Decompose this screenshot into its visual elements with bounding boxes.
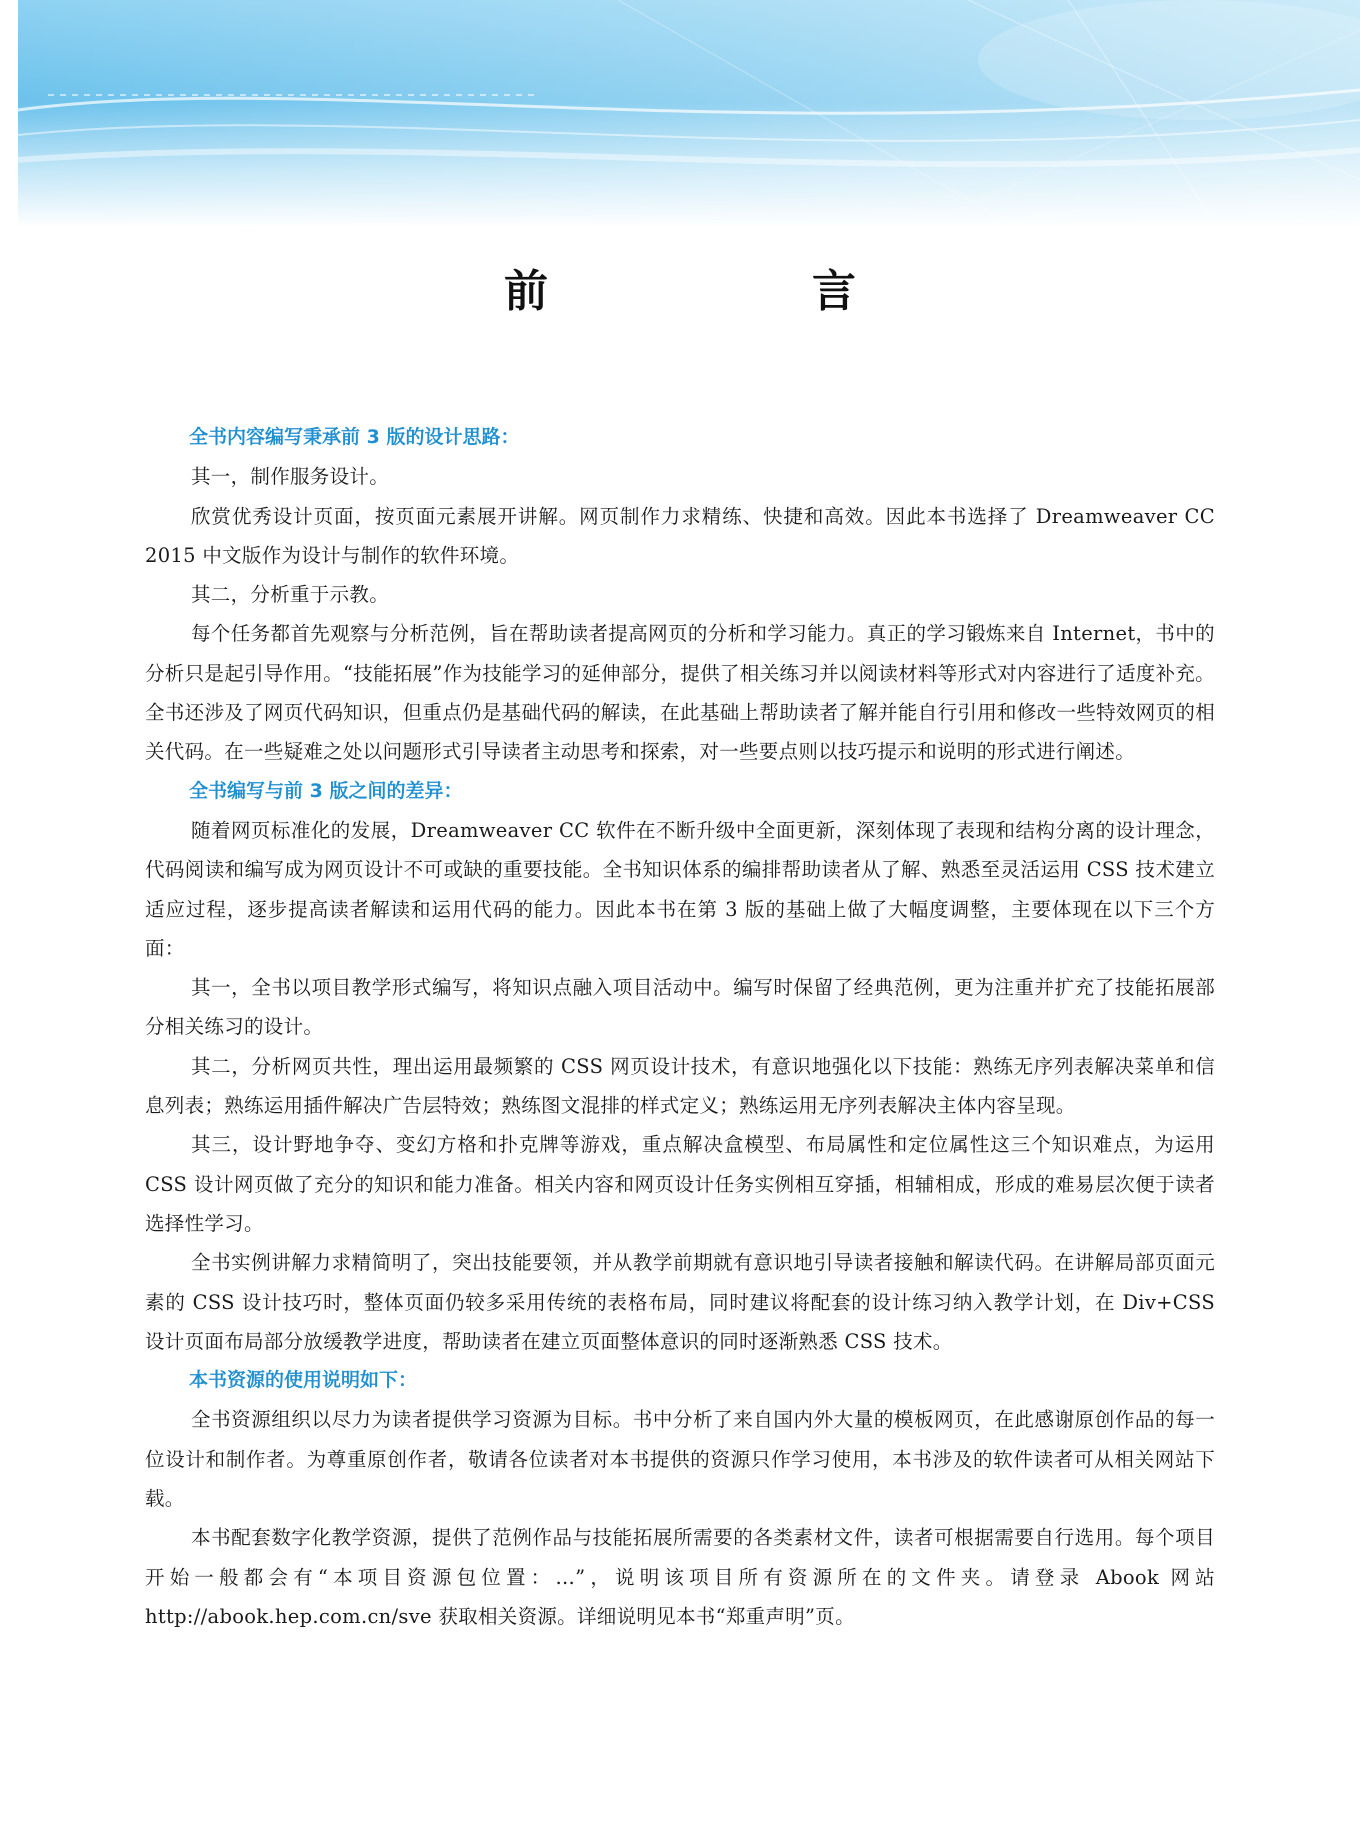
paragraph: 其一，全书以项目教学形式编写，将知识点融入项目活动中。编写时保留了经典范例，更为注重并扩充了技能拓展部分相关练习的设计。 <box>145 976 1215 1039</box>
paragraph: 其一，制作服务设计。 <box>191 465 390 489</box>
paragraph: 本书配套数字化教学资源，提供了范例作品与技能拓展所需要的各类素材文件，读者可根据需要自行选用。每个项目开始一般都会有“本项目资源包位置：…”，说明该项目所有资源所在的文件夹。请登录 Abook 网站 http://abook.hep.com.cn/sve 获取相关资源。详细说明见本书“郑重声明”页。 <box>145 1526 1215 1628</box>
paragraph: 全书资源组织以尽力为读者提供学习资源为目标。书中分析了来自国内外大量的模板网页，在此感谢原创作品的每一位设计和制作者。为尊重原创作者，敬请各位读者对本书提供的资源只作学习使用，本书涉及的软件读者可从相关网站下载。 <box>145 1408 1215 1511</box>
paragraph: 其二，分析网页共性，理出运用最频繁的 CSS 网页设计技术，有意识地强化以下技能：熟练无序列表解决菜单和信息列表；熟练运用插件解决广告层特效；熟练图文混排的样式定义；熟练运用无序列表解决主体内容呈现。 <box>145 1054 1215 1118</box>
preface-content <box>145 418 1215 1636</box>
banner-graphic <box>18 0 1360 228</box>
paragraph: 全书实例讲解力求精简明了，突出技能要领，并从教学前期就有意识地引导读者接触和解读代码。在讲解局部页面元素的 CSS 设计技巧时，整体页面仍较多采用传统的表格布局，同时建议将配套的设计练习纳入教学计划，在 Div+CSS 设计页面布局部分放缓教学进度，帮助读者在建立页面整体意识的同时逐渐熟悉 CSS 技术。 <box>145 1251 1215 1353</box>
paragraph: 其二，分析重于示教。 <box>191 583 390 607</box>
paragraph: 随着网页标准化的发展，Dreamweaver CC 软件在不断升级中全面更新，深刻体现了表现和结构分离的设计理念，代码阅读和编写成为网页设计不可或缺的重要技能。全书知识体系的编排帮助读者从了解、熟悉至灵活运用 CSS 技术建立适应过程，逐步提高读者解读和运用代码的能力。因此本书在第 3 版的基础上做了大幅度调整，主要体现在以下三个方面： <box>145 818 1215 960</box>
page-title: 前 言 <box>504 266 966 317</box>
section-heading: 本书资源的使用说明如下： <box>189 1369 418 1392</box>
paragraph: 每个任务都首先观察与分析范例，旨在帮助读者提高网页的分析和学习能力。真正的学习锻炼来自 Internet，书中的分析只是起引导作用。“技能拓展”作为技能学习的延伸部分，提供了相关练习并以阅读材料等形式对内容进行了适度补充。全书还涉及了网页代码知识，但重点仍是基础代码的解读，在此基础上帮助读者了解并能自行引用和修改一些特效网页的相关代码。在一些疑难之处以问题形式引导读者主动思考和探索，对一些要点则以技巧提示和说明的形式进行阐述。 <box>145 622 1215 764</box>
section-heading: 全书编写与前 3 版之间的差异： <box>189 779 463 802</box>
paragraph: 欣赏优秀设计页面，按页面元素展开讲解。网页制作力求精练、快捷和高效。因此本书选择了 Dreamweaver CC 2015 中文版作为设计与制作的软件环境。 <box>145 504 1215 567</box>
section-heading: 全书内容编写秉承前 3 版的设计思路： <box>189 426 520 448</box>
header-banner <box>18 0 1360 228</box>
paragraph: 其三，设计野地争夺、变幻方格和扑克牌等游戏，重点解决盒模型、布局属性和定位属性这三个知识难点，为运用 CSS 设计网页做了充分的知识和能力准备。相关内容和网页设计任务实例相互穿插，相辅相成，形成的难易层次便于读者选择性学习。 <box>145 1133 1215 1235</box>
